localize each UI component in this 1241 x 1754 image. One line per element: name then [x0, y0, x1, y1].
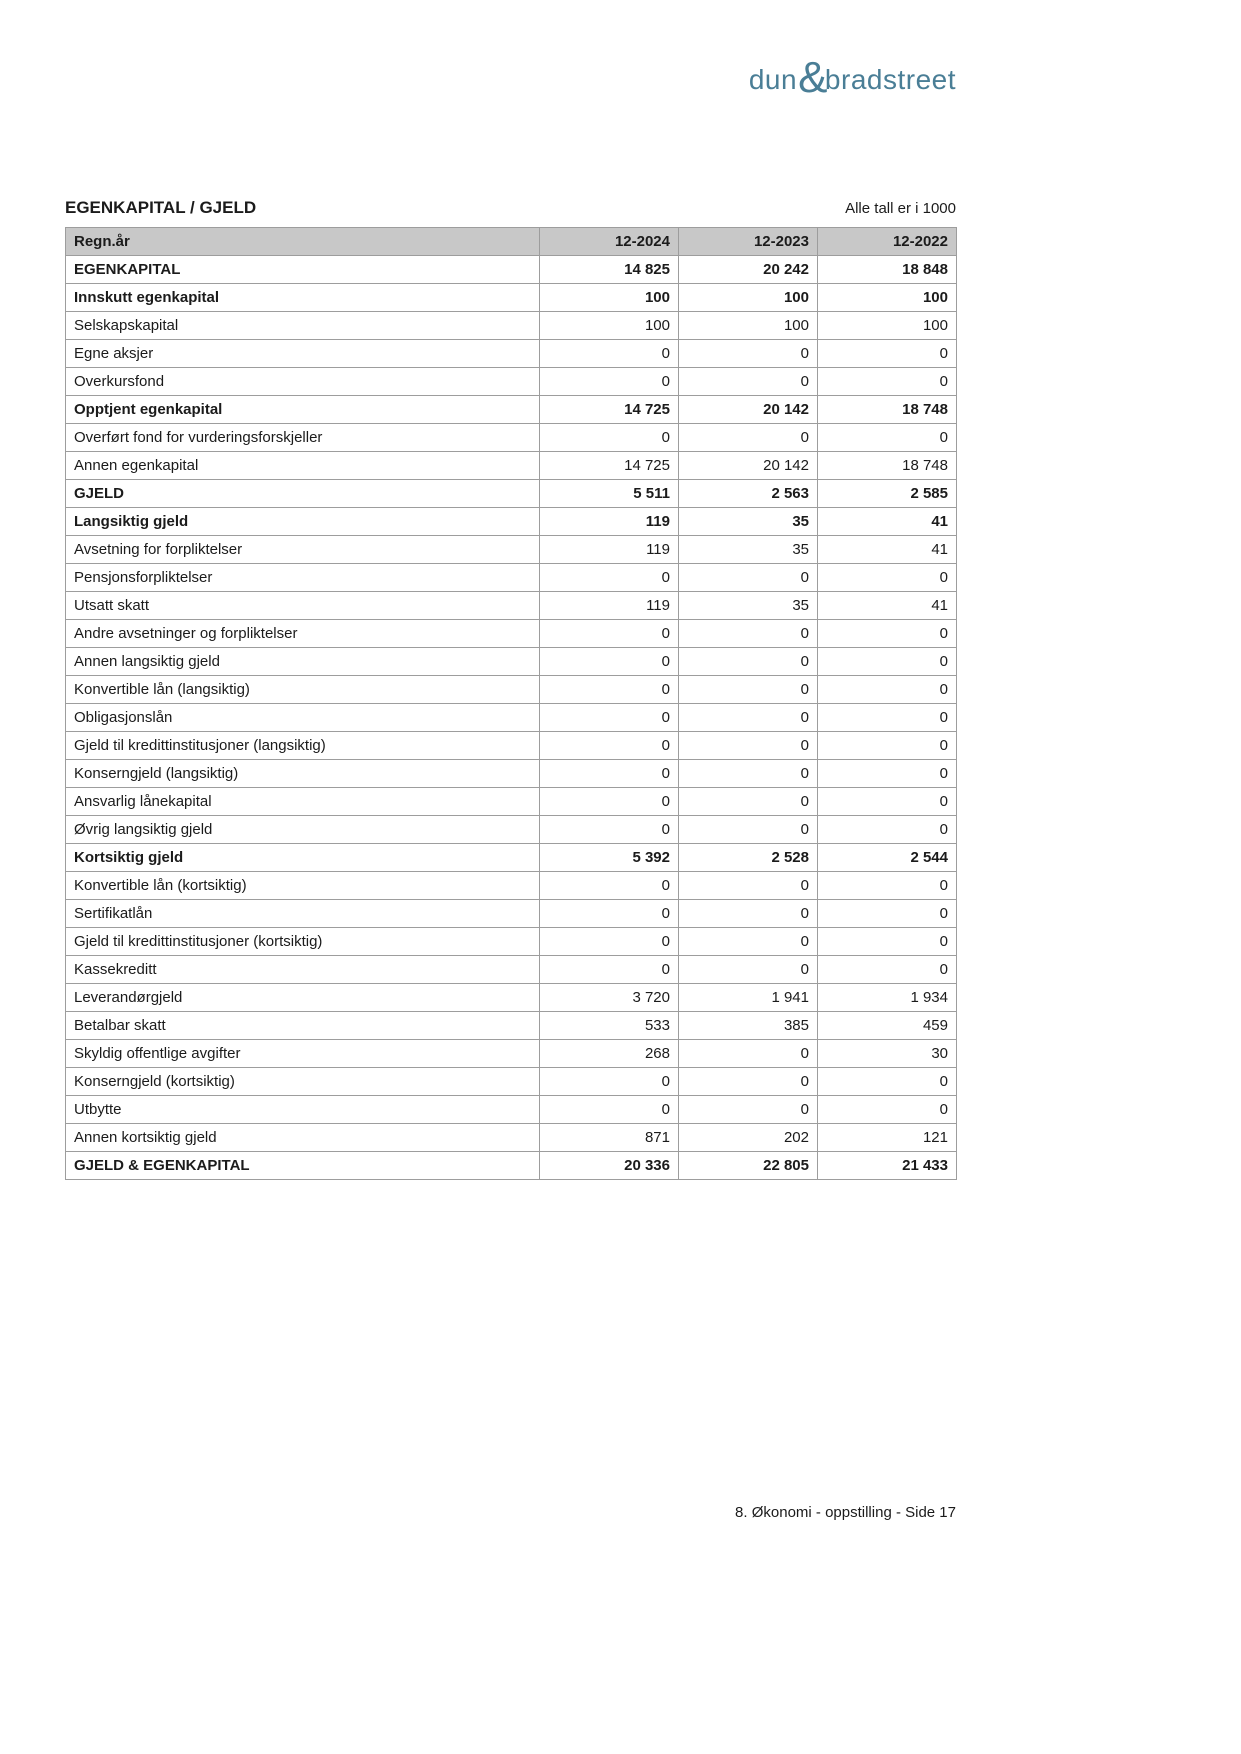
row-value: 0: [818, 648, 957, 676]
row-value: 1 934: [818, 984, 957, 1012]
row-value: 5 511: [540, 480, 679, 508]
row-value: 0: [679, 1096, 818, 1124]
table-row: [66, 732, 957, 760]
row-value: 20 142: [679, 452, 818, 480]
header-cell-12-2022: 12-2022: [818, 228, 957, 256]
row-value: 0: [818, 368, 957, 396]
row-value: 100: [540, 284, 679, 312]
row-label: Annen egenkapital: [66, 452, 540, 480]
row-value: 871: [540, 1124, 679, 1152]
row-value: 0: [540, 564, 679, 592]
row-label: Øvrig langsiktig gjeld: [66, 816, 540, 844]
row-value: 0: [540, 900, 679, 928]
table-row: [66, 480, 957, 508]
row-label: Innskutt egenkapital: [66, 284, 540, 312]
row-value: 119: [540, 508, 679, 536]
row-value: 20 242: [679, 256, 818, 284]
row-label: GJELD & EGENKAPITAL: [66, 1152, 540, 1180]
row-label: Konserngjeld (langsiktig): [66, 760, 540, 788]
table-row: [66, 1040, 957, 1068]
units-note: Alle tall er i 1000: [845, 200, 956, 217]
table-row: [66, 984, 957, 1012]
row-value: 100: [818, 312, 957, 340]
row-value: 0: [818, 788, 957, 816]
row-value: 35: [679, 536, 818, 564]
table-row: [66, 536, 957, 564]
header-cell-12-2023: 12-2023: [679, 228, 818, 256]
table-row: [66, 900, 957, 928]
row-label: Konvertible lån (kortsiktig): [66, 872, 540, 900]
row-value: 0: [679, 620, 818, 648]
row-value: 0: [818, 1096, 957, 1124]
table-row: [66, 256, 957, 284]
row-label: Overkursfond: [66, 368, 540, 396]
table-header-row: [66, 228, 957, 256]
row-value: 0: [540, 424, 679, 452]
table-row: [66, 592, 957, 620]
row-value: 20 336: [540, 1152, 679, 1180]
row-label: Konserngjeld (kortsiktig): [66, 1068, 540, 1096]
row-value: 0: [679, 900, 818, 928]
row-label: Andre avsetninger og forpliktelser: [66, 620, 540, 648]
table-row: [66, 284, 957, 312]
row-value: 0: [818, 928, 957, 956]
row-value: 119: [540, 536, 679, 564]
page-footer: 8. Økonomi - oppstilling - Side 17: [735, 1504, 956, 1521]
table-row: [66, 816, 957, 844]
row-value: 0: [679, 732, 818, 760]
dun-bradstreet-logo: dun & bradstreet: [748, 53, 956, 102]
row-value: 18 748: [818, 396, 957, 424]
row-label: Sertifikatlån: [66, 900, 540, 928]
row-value: 0: [818, 1068, 957, 1096]
row-value: 1 941: [679, 984, 818, 1012]
table-row: [66, 956, 957, 984]
row-value: 0: [679, 704, 818, 732]
row-value: 0: [818, 900, 957, 928]
row-value: 121: [818, 1124, 957, 1152]
table-row: [66, 788, 957, 816]
row-value: 14 825: [540, 256, 679, 284]
row-value: 0: [679, 760, 818, 788]
row-value: 0: [540, 816, 679, 844]
row-value: 0: [818, 816, 957, 844]
row-value: 0: [679, 648, 818, 676]
row-value: 0: [679, 424, 818, 452]
row-value: 0: [679, 872, 818, 900]
row-label: Opptjent egenkapital: [66, 396, 540, 424]
row-value: 202: [679, 1124, 818, 1152]
row-label: EGENKAPITAL: [66, 256, 540, 284]
row-value: 0: [540, 620, 679, 648]
row-label: Avsetning for forpliktelser: [66, 536, 540, 564]
row-value: 0: [540, 1096, 679, 1124]
row-label: Pensjonsforpliktelser: [66, 564, 540, 592]
row-value: 22 805: [679, 1152, 818, 1180]
row-value: 0: [540, 368, 679, 396]
table-row: [66, 676, 957, 704]
row-value: 0: [818, 760, 957, 788]
row-value: 0: [540, 872, 679, 900]
row-value: 0: [679, 928, 818, 956]
row-value: 0: [679, 816, 818, 844]
row-value: 2 563: [679, 480, 818, 508]
row-value: 41: [818, 592, 957, 620]
table-row: [66, 1012, 957, 1040]
row-value: 0: [818, 872, 957, 900]
table-row: [66, 508, 957, 536]
row-value: 0: [679, 1068, 818, 1096]
row-label: Gjeld til kredittinstitusjoner (langsiktig): [66, 732, 540, 760]
row-value: 18 848: [818, 256, 957, 284]
row-value: 0: [540, 760, 679, 788]
table-row: [66, 648, 957, 676]
row-value: 35: [679, 592, 818, 620]
row-label: Kassekreditt: [66, 956, 540, 984]
row-value: 0: [540, 1068, 679, 1096]
row-value: 0: [679, 788, 818, 816]
table-body: [66, 256, 957, 1180]
row-value: 0: [818, 956, 957, 984]
table-row: [66, 424, 957, 452]
table-row: [66, 872, 957, 900]
row-value: 100: [679, 284, 818, 312]
row-label: Obligasjonslån: [66, 704, 540, 732]
row-value: 14 725: [540, 396, 679, 424]
row-value: 5 392: [540, 844, 679, 872]
row-value: 0: [540, 732, 679, 760]
row-value: 14 725: [540, 452, 679, 480]
row-value: 0: [679, 340, 818, 368]
table-row: [66, 1096, 957, 1124]
table-row: [66, 368, 957, 396]
row-label: Overført fond for vurderingsforskjeller: [66, 424, 540, 452]
row-value: 0: [818, 620, 957, 648]
table-row: [66, 620, 957, 648]
row-value: 3 720: [540, 984, 679, 1012]
row-label: Langsiktig gjeld: [66, 508, 540, 536]
table-row: [66, 928, 957, 956]
title-row: [65, 198, 956, 218]
table-row: [66, 704, 957, 732]
table-row: [66, 844, 957, 872]
row-value: 2 528: [679, 844, 818, 872]
row-value: 0: [818, 424, 957, 452]
row-label: Betalbar skatt: [66, 1012, 540, 1040]
row-value: 533: [540, 1012, 679, 1040]
row-value: 385: [679, 1012, 818, 1040]
row-value: 0: [540, 928, 679, 956]
logo-text-bradstreet: bradstreet: [824, 64, 956, 95]
header-cell-12-2024: 12-2024: [540, 228, 679, 256]
row-label: Gjeld til kredittinstitusjoner (kortsiktig): [66, 928, 540, 956]
row-value: 30: [818, 1040, 957, 1068]
row-value: 2 585: [818, 480, 957, 508]
header-cell-regnaar: Regn.år: [66, 228, 540, 256]
row-value: 0: [540, 956, 679, 984]
row-label: Ansvarlig lånekapital: [66, 788, 540, 816]
row-label: Annen langsiktig gjeld: [66, 648, 540, 676]
row-value: 0: [540, 648, 679, 676]
row-label: Egne aksjer: [66, 340, 540, 368]
row-value: 0: [818, 340, 957, 368]
row-value: 0: [679, 564, 818, 592]
row-value: 0: [818, 732, 957, 760]
logo-text-dun: dun: [748, 64, 798, 95]
row-label: Leverandørgjeld: [66, 984, 540, 1012]
row-value: 0: [540, 788, 679, 816]
row-value: 268: [540, 1040, 679, 1068]
row-label: Kortsiktig gjeld: [66, 844, 540, 872]
row-label: Utbytte: [66, 1096, 540, 1124]
row-label: GJELD: [66, 480, 540, 508]
table-row: [66, 452, 957, 480]
row-value: 21 433: [818, 1152, 957, 1180]
table-row: [66, 760, 957, 788]
table-row: [66, 340, 957, 368]
table-row: [66, 312, 957, 340]
row-value: 100: [818, 284, 957, 312]
row-value: 0: [540, 704, 679, 732]
row-value: 2 544: [818, 844, 957, 872]
row-value: 41: [818, 508, 957, 536]
row-value: 0: [818, 676, 957, 704]
table-row: [66, 1124, 957, 1152]
row-value: 18 748: [818, 452, 957, 480]
row-value: 119: [540, 592, 679, 620]
row-label: Selskapskapital: [66, 312, 540, 340]
table-row: [66, 1068, 957, 1096]
row-value: 0: [679, 676, 818, 704]
row-value: 0: [679, 368, 818, 396]
balance-sheet-table: [65, 227, 957, 1180]
row-value: 100: [540, 312, 679, 340]
page-title: EGENKAPITAL / GJELD: [65, 198, 257, 217]
row-value: 20 142: [679, 396, 818, 424]
row-label: Annen kortsiktig gjeld: [66, 1124, 540, 1152]
table-row: [66, 564, 957, 592]
row-value: 35: [679, 508, 818, 536]
row-value: 0: [818, 564, 957, 592]
page-content: [65, 0, 956, 1754]
row-value: 100: [679, 312, 818, 340]
row-value: 0: [818, 704, 957, 732]
table-row: [66, 1152, 957, 1180]
table-row: [66, 396, 957, 424]
row-value: 459: [818, 1012, 957, 1040]
row-label: Konvertible lån (langsiktig): [66, 676, 540, 704]
row-value: 41: [818, 536, 957, 564]
row-value: 0: [679, 956, 818, 984]
row-label: Skyldig offentlige avgifter: [66, 1040, 540, 1068]
row-value: 0: [540, 340, 679, 368]
row-label: Utsatt skatt: [66, 592, 540, 620]
row-value: 0: [679, 1040, 818, 1068]
row-value: 0: [540, 676, 679, 704]
